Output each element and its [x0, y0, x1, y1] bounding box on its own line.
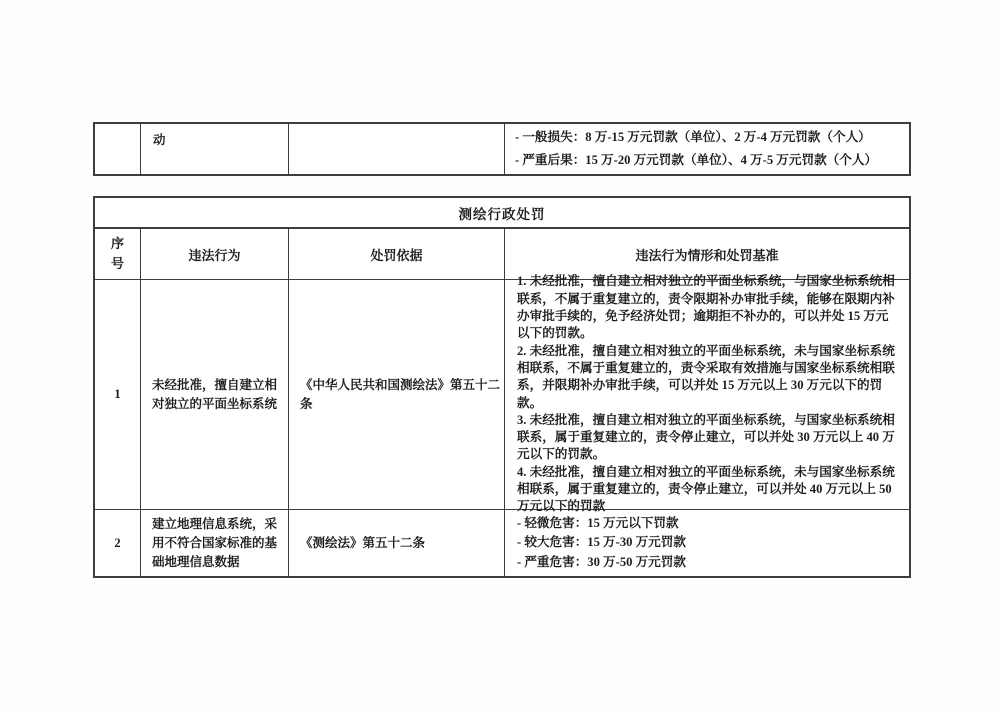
- cell-penalty-tiers: [505, 124, 909, 174]
- cell-basis: 《测绘法》第五十二条: [289, 510, 505, 576]
- table-title: 测绘行政处罚: [95, 198, 909, 229]
- cell-basis-empty: [289, 124, 505, 174]
- cell-behavior: 未经批准，擅自建立相对独立的平面坐标系统: [141, 280, 289, 509]
- previous-table-fragment: [93, 122, 911, 176]
- cell-seq: 2: [95, 510, 141, 576]
- table-row: [95, 274, 909, 514]
- penalty-table: [93, 196, 911, 578]
- cell-seq: 1: [95, 280, 141, 509]
- cell-behavior: 建立地理信息系统，采用不符合国家标准的基础地理信息数据: [141, 510, 289, 576]
- cell-basis: 《中华人民共和国测绘法》第五十二条: [289, 280, 505, 509]
- header-seq-label: 序号: [110, 235, 124, 271]
- text-line: - 严重后果：15 万-20 万元罚款（单位）、4 万-5 万元罚款（个人）: [515, 153, 878, 167]
- table-row: [95, 124, 909, 174]
- cell-behavior-fragment: 动: [141, 124, 289, 174]
- table-row: [95, 509, 909, 576]
- cell-seq-empty: [95, 124, 141, 174]
- text-line: 3. 未经批准，擅自建立相对独立的平面坐标系统，与国家坐标系统相联系，属于重复建立的，责令停止建立，可以并处 30 万元以上 40 万元以下的罚款。: [517, 412, 895, 462]
- text-line: 4. 未经批准，擅自建立相对独立的平面坐标系统，未与国家坐标系统相联系，属于重复建立的，责令停止建立，可以并处 40 万元以上 50 万元以下的罚款: [517, 464, 895, 514]
- text-line: - 轻微危害：15 万元以下罚款: [517, 515, 679, 530]
- table-header-row: [95, 229, 909, 279]
- cell-criteria: [505, 510, 909, 576]
- header-criteria: 违法行为情形和处罚基准: [635, 247, 779, 263]
- text-line: - 一般损失：8 万-15 万元罚款（单位）、2 万-4 万元罚款（个人）: [515, 130, 871, 144]
- header-behavior: 违法行为: [141, 229, 289, 279]
- cell-criteria: [505, 274, 909, 514]
- header-basis: 处罚依据: [289, 229, 505, 279]
- text-line: 1. 未经批准，擅自建立相对独立的平面坐标系统，与国家坐标系统相联系，不属于重复建立的，责令限期补办审批手续，能够在限期内补办审批手续的，免予经济处罚；逾期拒不补办的，可以并处 15 万元以下的罚款。: [517, 274, 895, 341]
- text-line: - 较大危害：15 万-30 万元罚款: [517, 535, 686, 550]
- text-line: - 严重危害：30 万-50 万元罚款: [517, 554, 686, 569]
- header-seq: [95, 229, 141, 279]
- text-line: 2. 未经批准，擅自建立相对独立的平面坐标系统，未与国家坐标系统相联系，不属于重复建立的，责令采取有效措施与国家坐标系统相联系，并限期补办审批手续，可以并处 15 万元以上 30 万元以下的罚款。: [517, 343, 895, 410]
